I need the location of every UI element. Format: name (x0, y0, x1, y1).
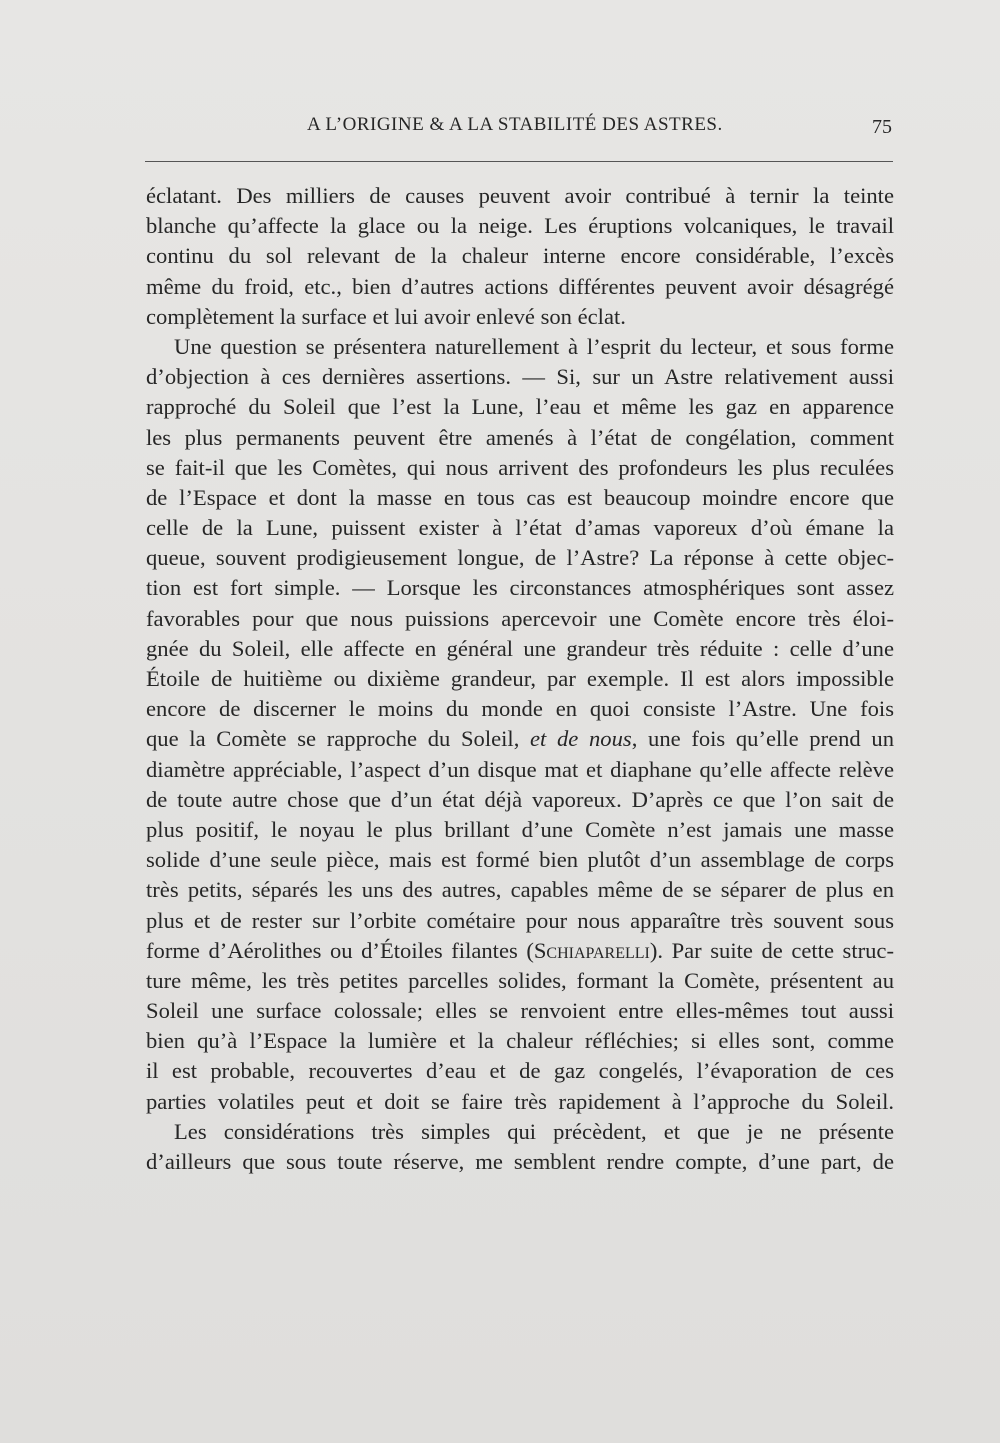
text-line: plus positif, le noyau le plus brillant d’une Comète n’est jamais une masse (146, 816, 894, 842)
text-line: même du froid, etc., bien d’autres actions différentes peuvent avoir désagrégé (146, 273, 894, 299)
text-line: Une question se présentera naturellement à l’esprit du lecteur, et sous forme (174, 333, 894, 359)
header-rule (145, 161, 893, 162)
text-line: tion est fort simple. — Lorsque les circonstances atmosphériques sont assez (146, 575, 894, 601)
line-segment: ). Par suite de cette struc- (649, 937, 894, 963)
text-line: éclatant. Des milliers de causes peuvent avoir contribué à ternir la teinte (146, 183, 894, 208)
line-segment: , une fois qu’elle prend un (631, 726, 894, 752)
running-header (147, 114, 892, 144)
text-line: les plus permanents peuvent être amenés à l’état de congélation, comment (146, 424, 894, 450)
text-line: complètement la surface et lui avoir enlevé son éclat. (146, 303, 626, 329)
body-text (146, 181, 894, 1177)
text-line-with-small-caps (146, 936, 894, 966)
text-line: parties volatiles peut et doit se faire très rapidement à l’approche du Soleil. (146, 1088, 894, 1114)
line-segment: que la Comète se rapproche du Soleil, (146, 726, 531, 752)
line-segment: forme d’Aérolithes ou d’Étoiles filantes ( (146, 937, 534, 963)
text-line: Soleil une surface colossale; elles se renvoient entre elles-mêmes tout aussi (146, 998, 894, 1024)
text-line: bien qu’à l’Espace la lumière et la chaleur réfléchies; si elles sont, comme (146, 1028, 894, 1054)
text-line: d’objection à ces dernières assertions. — Si, sur un Astre relativement aussi (146, 364, 894, 390)
text-line: celle de la Lune, puissent exister à l’état d’amas vaporeux d’où émane la (146, 515, 894, 541)
text-line: de l’Espace et dont la masse en tous cas est beaucoup moindre encore que (146, 484, 894, 510)
text-line: plus et de rester sur l’orbite cométaire pour nous apparaître très souvent sous (146, 907, 894, 933)
text-line: favorables pour que nous puissions apercevoir une Comète encore très éloi- (146, 605, 894, 631)
page-number: 75 (872, 116, 892, 138)
text-line: Les considérations très simples qui précèdent, et que je ne présente (174, 1118, 894, 1144)
running-title: A L’ORIGINE & A LA STABILITÉ DES ASTRES. (307, 114, 723, 135)
text-line: il est probable, recouvertes d’eau et de gaz congelés, l’évaporation de ces (146, 1058, 894, 1084)
text-line: gnée du Soleil, elle affecte en général une grandeur très réduite : celle d’une (146, 635, 894, 661)
author-name-small-caps: Schiaparelli (533, 937, 650, 963)
text-line: d’ailleurs que sous toute réserve, me semblent rendre compte, d’une part, de (146, 1149, 894, 1174)
text-line: encore de discerner le moins du monde en quoi consiste l’Astre. Une fois (146, 696, 894, 722)
text-line: blanche qu’affecte la glace ou la neige. Les éruptions volcaniques, le travail (146, 213, 894, 239)
text-line: Étoile de huitième ou dixième grandeur, par exemple. Il est alors impossible (146, 666, 894, 691)
text-line: continu du sol relevant de la chaleur interne encore considérable, l’excès (146, 243, 894, 269)
text-line: très petits, séparés les uns des autres, capables même de se séparer de plus en (146, 877, 894, 903)
text-line: diamètre appréciable, l’aspect d’un disque mat et diaphane qu’elle affecte relève (146, 756, 894, 782)
text-line: queue, souvent prodigieusement longue, de l’Astre? La réponse à cette objec- (146, 545, 894, 571)
text-line-with-italic (146, 724, 894, 754)
text-line: se fait-il que les Comètes, qui nous arrivent des profondeurs les plus reculées (146, 454, 894, 480)
text-line: rapproché du Soleil que l’est la Lune, l’eau et même les gaz en apparence (146, 394, 894, 420)
text-line: solide d’une seule pièce, mais est formé bien plutôt d’un assemblage de corps (146, 847, 894, 873)
text-line: de toute autre chose que d’un état déjà vaporeux. D’après ce que l’on sait de (146, 786, 894, 812)
italic-phrase: et de nous (530, 726, 632, 752)
text-line: ture même, les très petites parcelles solides, formant la Comète, présentent au (146, 967, 894, 993)
